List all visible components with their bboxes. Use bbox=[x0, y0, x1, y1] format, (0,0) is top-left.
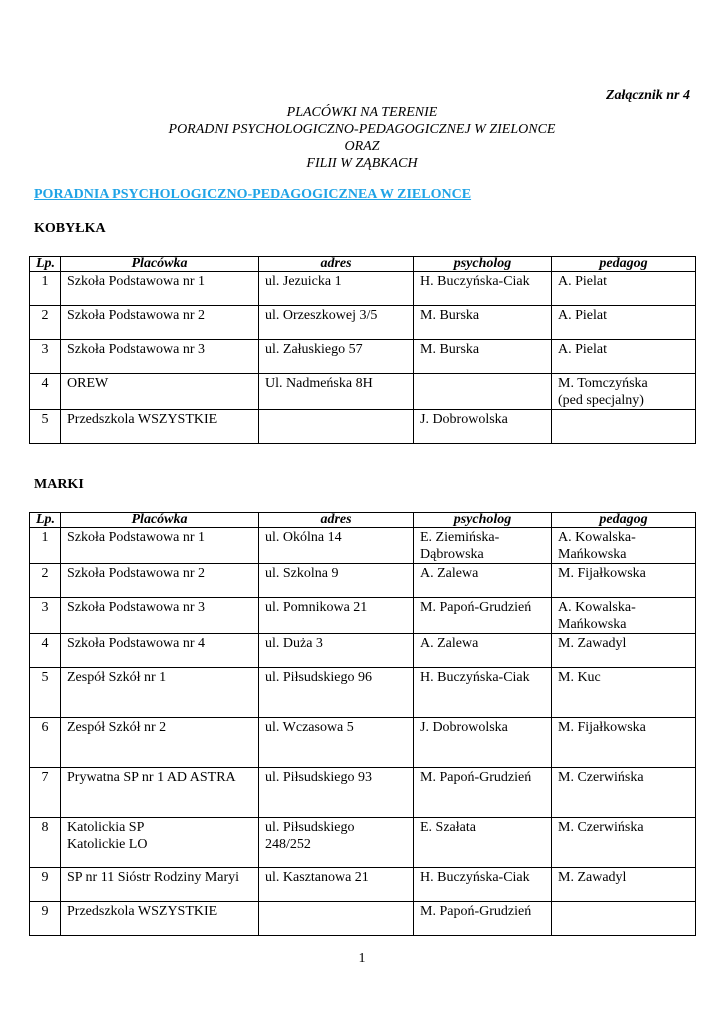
cell-text: ul. Pomnikowa 21 bbox=[265, 600, 368, 615]
column-header-psycholog: psycholog bbox=[414, 257, 552, 272]
cell-text: Szkoła Podstawowa nr 2 bbox=[67, 308, 206, 323]
cell-adres bbox=[259, 868, 414, 902]
cell-psycholog bbox=[414, 868, 552, 902]
cell-psycholog bbox=[414, 528, 552, 564]
cell-text: A. Pielat bbox=[558, 308, 607, 323]
cell-pedagog bbox=[552, 528, 696, 564]
table-row bbox=[30, 410, 696, 444]
cell-adres bbox=[259, 598, 414, 634]
cell-adres bbox=[259, 768, 414, 818]
column-header-pedagog: pedagog bbox=[552, 513, 696, 528]
cell-text: ul. Wczasowa 5 bbox=[265, 720, 354, 735]
table-row bbox=[30, 598, 696, 634]
cell-text: M. Papoń-Grudzień bbox=[420, 904, 532, 919]
cell-text: Dąbrowska bbox=[420, 547, 484, 562]
cell-adres bbox=[259, 306, 414, 340]
cell-pedagog bbox=[552, 818, 696, 868]
cell-text: E. Ziemińska- bbox=[420, 530, 500, 545]
cell-text: M. Fijałkowska bbox=[558, 720, 646, 735]
cell-lp: 4 bbox=[30, 634, 61, 668]
cell-psycholog bbox=[414, 902, 552, 936]
cell-placowka bbox=[61, 668, 259, 718]
cell-placowka bbox=[61, 272, 259, 306]
cell-pedagog bbox=[552, 374, 696, 410]
cell-text: Katolickie LO bbox=[67, 837, 148, 852]
column-header-placowka: Placówka bbox=[61, 513, 259, 528]
table-header-row bbox=[30, 513, 696, 528]
cell-text: ul. Jezuicka 1 bbox=[265, 274, 342, 289]
cell-text: Prywatna SP nr 1 AD ASTRA bbox=[67, 770, 236, 785]
cell-lp: 9 bbox=[30, 902, 61, 936]
cell-text: M. Papoń-Grudzień bbox=[420, 600, 532, 615]
cell-placowka bbox=[61, 374, 259, 410]
cell-pedagog bbox=[552, 564, 696, 598]
cell-pedagog bbox=[552, 306, 696, 340]
cell-adres bbox=[259, 374, 414, 410]
cell-text: Przedszkola WSZYSTKIE bbox=[67, 904, 218, 919]
cell-psycholog bbox=[414, 306, 552, 340]
cell-placowka bbox=[61, 718, 259, 768]
cell-lp: 1 bbox=[30, 528, 61, 564]
cell-lp: 2 bbox=[30, 306, 61, 340]
table-row bbox=[30, 528, 696, 564]
document-title bbox=[0, 104, 724, 172]
cell-text: A. Pielat bbox=[558, 342, 607, 357]
cell-text: E. Szałata bbox=[420, 820, 476, 835]
cell-lp: 5 bbox=[30, 410, 61, 444]
cell-text: Szkoła Podstawowa nr 2 bbox=[67, 566, 206, 581]
cell-lp: 7 bbox=[30, 768, 61, 818]
cell-text: M. Papoń-Grudzień bbox=[420, 770, 532, 785]
cell-lp: 1 bbox=[30, 272, 61, 306]
cell-text: ul. Kasztanowa 21 bbox=[265, 870, 369, 885]
cell-text: OREW bbox=[67, 376, 109, 391]
table-marki bbox=[29, 512, 696, 936]
table-header-row bbox=[30, 257, 696, 272]
table-row bbox=[30, 818, 696, 868]
column-header-placowka: Placówka bbox=[61, 257, 259, 272]
cell-text: 248/252 bbox=[265, 837, 311, 852]
cell-psycholog bbox=[414, 564, 552, 598]
cell-adres bbox=[259, 272, 414, 306]
cell-text: Mańkowska bbox=[558, 617, 627, 632]
cell-pedagog bbox=[552, 868, 696, 902]
column-header-adres: adres bbox=[259, 257, 414, 272]
cell-text: Ul. Nadmeńska 8H bbox=[265, 376, 373, 391]
cell-text: A. Zalewa bbox=[420, 566, 479, 581]
cell-adres bbox=[259, 902, 414, 936]
cell-text: H. Buczyńska-Ciak bbox=[420, 274, 530, 289]
cell-placowka bbox=[61, 564, 259, 598]
cell-psycholog bbox=[414, 668, 552, 718]
cell-text: A. Kowalska- bbox=[558, 600, 636, 615]
cell-placowka bbox=[61, 340, 259, 374]
cell-placowka bbox=[61, 410, 259, 444]
table-row bbox=[30, 340, 696, 374]
cell-lp: 9 bbox=[30, 868, 61, 902]
cell-text: Szkoła Podstawowa nr 1 bbox=[67, 274, 206, 289]
cell-placowka bbox=[61, 902, 259, 936]
cell-text: Szkoła Podstawowa nr 4 bbox=[67, 636, 206, 651]
cell-placowka bbox=[61, 818, 259, 868]
cell-adres bbox=[259, 818, 414, 868]
cell-text: ul. Załuskiego 57 bbox=[265, 342, 363, 357]
cell-adres bbox=[259, 528, 414, 564]
cell-text: ul. Piłsudskiego bbox=[265, 820, 355, 835]
cell-placowka bbox=[61, 528, 259, 564]
cell-pedagog bbox=[552, 340, 696, 374]
cell-text: Zespół Szkół nr 1 bbox=[67, 670, 167, 685]
cell-lp: 4 bbox=[30, 374, 61, 410]
cell-adres bbox=[259, 410, 414, 444]
cell-psycholog bbox=[414, 374, 552, 410]
cell-placowka bbox=[61, 868, 259, 902]
annex-label: Załącznik nr 4 bbox=[605, 88, 690, 103]
cell-text: M. Kuc bbox=[558, 670, 601, 685]
table-row bbox=[30, 272, 696, 306]
cell-text: Mańkowska bbox=[558, 547, 627, 562]
cell-text: H. Buczyńska-Ciak bbox=[420, 670, 530, 685]
cell-lp: 3 bbox=[30, 598, 61, 634]
cell-text: Szkoła Podstawowa nr 3 bbox=[67, 600, 206, 615]
cell-text: Przedszkola WSZYSTKIE bbox=[67, 412, 218, 427]
cell-text: J. Dobrowolska bbox=[420, 412, 508, 427]
cell-psycholog bbox=[414, 272, 552, 306]
cell-text: ul. Duża 3 bbox=[265, 636, 323, 651]
cell-psycholog bbox=[414, 340, 552, 374]
cell-pedagog bbox=[552, 598, 696, 634]
cell-text: M. Zawadyl bbox=[558, 870, 627, 885]
cell-pedagog bbox=[552, 902, 696, 936]
cell-lp: 5 bbox=[30, 668, 61, 718]
table-kobylka bbox=[29, 256, 696, 444]
cell-pedagog bbox=[552, 668, 696, 718]
section-heading-marki: MARKI bbox=[34, 477, 84, 492]
column-header-adres: adres bbox=[259, 513, 414, 528]
cell-psycholog bbox=[414, 818, 552, 868]
cell-placowka bbox=[61, 768, 259, 818]
title-line: PORADNI PSYCHOLOGICZNO-PEDAGOGICZNEJ W ZIELONCE bbox=[168, 122, 556, 137]
cell-text: Katolickia SP bbox=[67, 820, 145, 835]
table-row bbox=[30, 902, 696, 936]
cell-text: Szkoła Podstawowa nr 1 bbox=[67, 530, 206, 545]
table-row bbox=[30, 374, 696, 410]
table-row bbox=[30, 634, 696, 668]
cell-text: ul. Piłsudskiego 93 bbox=[265, 770, 372, 785]
cell-text: Szkoła Podstawowa nr 3 bbox=[67, 342, 206, 357]
cell-adres bbox=[259, 634, 414, 668]
cell-psycholog bbox=[414, 718, 552, 768]
cell-text: ul. Szkolna 9 bbox=[265, 566, 339, 581]
table-row bbox=[30, 768, 696, 818]
section-heading-kobylka: KOBYŁKA bbox=[34, 221, 106, 236]
cell-text: M. Burska bbox=[420, 308, 480, 323]
column-header-pedagog: pedagog bbox=[552, 257, 696, 272]
cell-placowka bbox=[61, 306, 259, 340]
cell-text: J. Dobrowolska bbox=[420, 720, 508, 735]
cell-text: M. Fijałkowska bbox=[558, 566, 646, 581]
cell-text: M. Czerwińska bbox=[558, 770, 644, 785]
title-line: ORAZ bbox=[344, 139, 380, 154]
cell-text: A. Kowalska- bbox=[558, 530, 636, 545]
cell-psycholog bbox=[414, 410, 552, 444]
table-row bbox=[30, 564, 696, 598]
main-heading: PORADNIA PSYCHOLOGICZNO-PEDAGOGICZNEA W ZIELONCE bbox=[34, 187, 472, 202]
cell-text: M. Czerwińska bbox=[558, 820, 644, 835]
cell-text: M. Tomczyńska bbox=[558, 376, 648, 391]
page-number: 1 bbox=[358, 951, 366, 966]
cell-text: ul. Okólna 14 bbox=[265, 530, 342, 545]
cell-psycholog bbox=[414, 634, 552, 668]
column-header-psycholog: psycholog bbox=[414, 513, 552, 528]
column-header-lp: Lp. bbox=[30, 257, 61, 272]
cell-text: M. Burska bbox=[420, 342, 480, 357]
table-row bbox=[30, 668, 696, 718]
cell-text: A. Pielat bbox=[558, 274, 607, 289]
column-header-lp: Lp. bbox=[30, 513, 61, 528]
cell-psycholog bbox=[414, 768, 552, 818]
cell-text: A. Zalewa bbox=[420, 636, 479, 651]
table-row bbox=[30, 718, 696, 768]
cell-text: M. Zawadyl bbox=[558, 636, 627, 651]
title-line: PLACÓWKI NA TERENIE bbox=[286, 105, 438, 120]
cell-text: SP nr 11 Sióstr Rodziny Maryi bbox=[67, 870, 240, 885]
cell-pedagog bbox=[552, 768, 696, 818]
cell-adres bbox=[259, 718, 414, 768]
cell-pedagog bbox=[552, 410, 696, 444]
cell-adres bbox=[259, 564, 414, 598]
cell-text: (ped specjalny) bbox=[558, 393, 644, 408]
table-row bbox=[30, 868, 696, 902]
title-line: FILII W ZĄBKACH bbox=[306, 156, 418, 171]
cell-text: ul. Orzeszkowej 3/5 bbox=[265, 308, 378, 323]
cell-text: H. Buczyńska-Ciak bbox=[420, 870, 530, 885]
cell-lp: 8 bbox=[30, 818, 61, 868]
cell-placowka bbox=[61, 634, 259, 668]
cell-text: ul. Piłsudskiego 96 bbox=[265, 670, 372, 685]
cell-placowka bbox=[61, 598, 259, 634]
cell-lp: 3 bbox=[30, 340, 61, 374]
cell-psycholog bbox=[414, 598, 552, 634]
cell-pedagog bbox=[552, 272, 696, 306]
cell-adres bbox=[259, 340, 414, 374]
cell-pedagog bbox=[552, 634, 696, 668]
cell-lp: 6 bbox=[30, 718, 61, 768]
cell-lp: 2 bbox=[30, 564, 61, 598]
table-row bbox=[30, 306, 696, 340]
cell-pedagog bbox=[552, 718, 696, 768]
cell-text: Zespół Szkół nr 2 bbox=[67, 720, 167, 735]
cell-adres bbox=[259, 668, 414, 718]
